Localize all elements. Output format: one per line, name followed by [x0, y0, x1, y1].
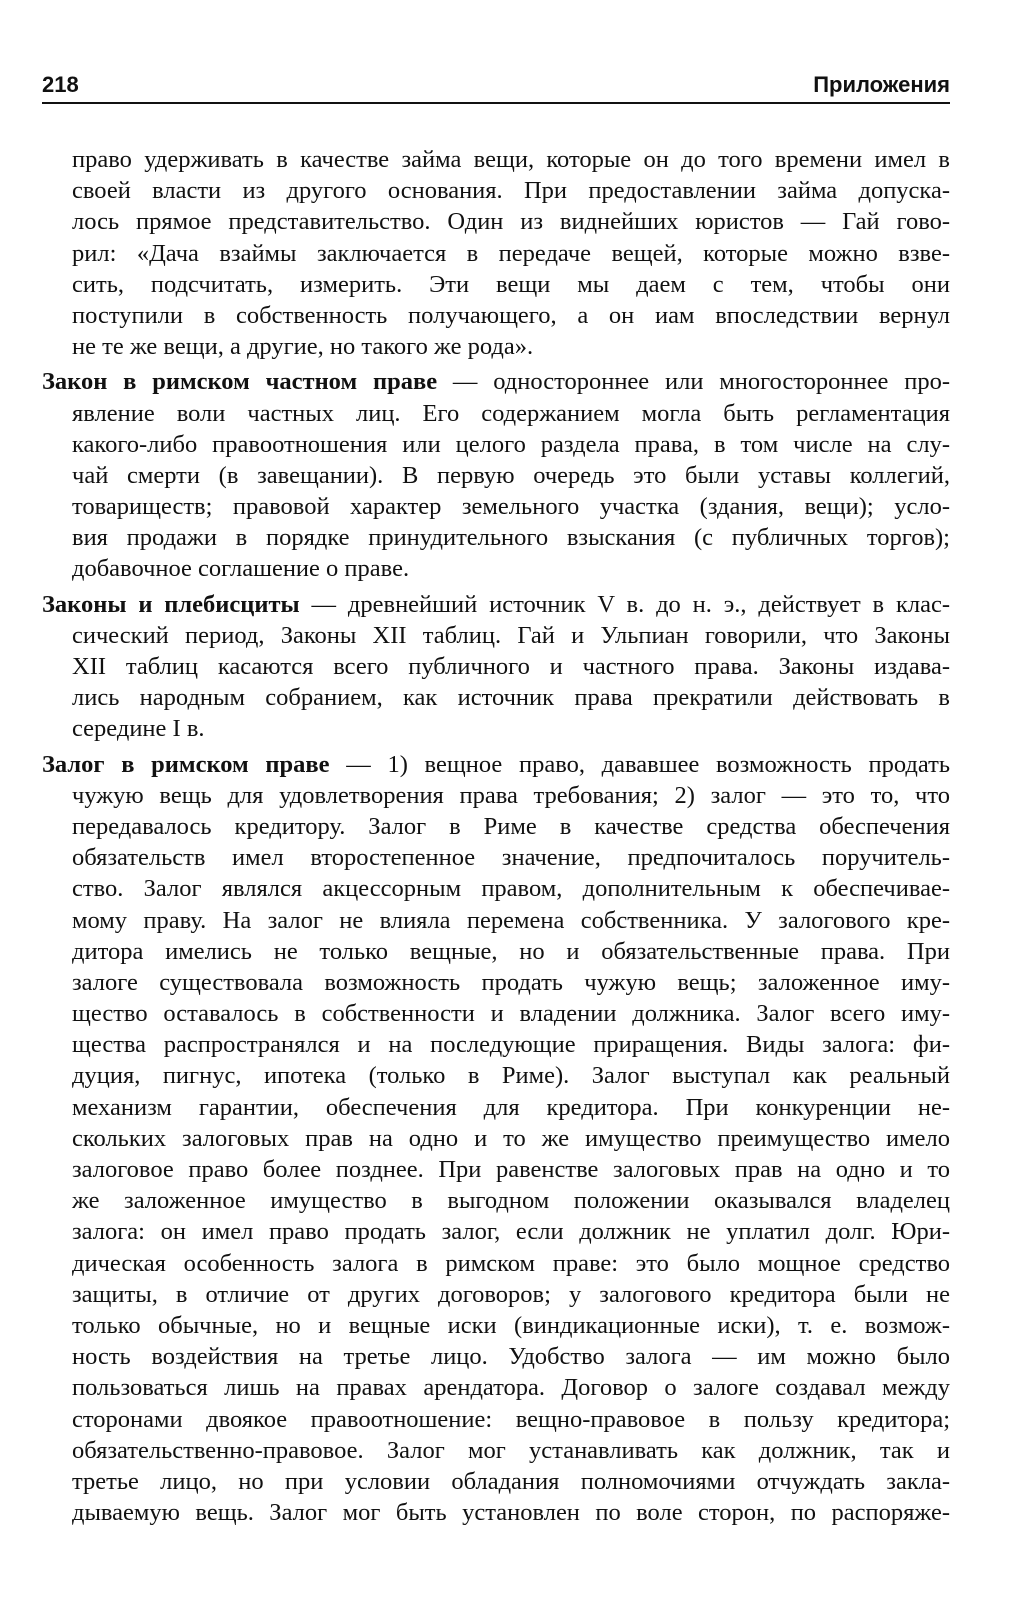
glossary-entry [42, 366, 950, 584]
entry-term: Законы и плебисциты [42, 590, 300, 618]
entry-term: Закон в римском частном праве [42, 368, 438, 396]
text-line: третье лицо, но при условии обладания полномочиями отчуждать закла- [72, 1467, 950, 1495]
text-line: своей власти из другого основания. При предоставлении займа допуска- [72, 177, 950, 205]
text-line: вия продажи в порядке принудительного взыскания (с публичных торгов); [72, 524, 950, 552]
text-line: лось прямое представительство. Один из виднейших юристов — Гай гово- [72, 208, 950, 236]
page-body [42, 144, 950, 1532]
text-line: мому праву. На залог не влияла перемена собственника. У залогового кре- [72, 906, 950, 934]
entry-first-line [42, 589, 950, 620]
text-line: дитора имелись не только вещные, но и обязательственные права. При [72, 937, 950, 965]
text-line: залоговое право более позднее. При равенстве залоговых прав на одно и то [72, 1156, 950, 1183]
text-line: залоге существовала возможность продать чужую вещь; заложенное иму- [72, 968, 950, 996]
glossary-entry [42, 749, 950, 1529]
text-line: защиты, в отличие от других договоров; у залогового кредитора были не [72, 1280, 950, 1308]
text-line: явление воли частных лиц. Его содержанием могла быть регламентация [72, 399, 950, 427]
text-line: какого-либо правоотношения или целого раздела права, в том числе на слу- [72, 430, 950, 458]
text-line: щество оставалось в собственности и владении должника. Залог всего иму- [72, 1000, 950, 1028]
text-line: скольких залоговых прав на одно и то же имущество преимущество имело [72, 1124, 950, 1152]
text-line: залога: он имел право продать залог, если должник не уплатил долг. Юри- [72, 1218, 950, 1246]
text-line: середине I в. [72, 715, 205, 743]
text-line: сический период, Законы XII таблиц. Гай и Ульпиан говорили, что Законы [72, 621, 950, 649]
text-line: XII таблиц касаются всего публичного и частного права. Законы издава- [72, 653, 950, 680]
text-line: механизм гарантии, обеспечения для кредитора. При конкуренции не- [72, 1093, 950, 1121]
text-line: сторонами двоякое правоотношение: вещно-правовое в пользу кредитора; [72, 1405, 950, 1433]
text-line: сить, подсчитать, измерить. Эти вещи мы даем с тем, чтобы они [72, 270, 950, 298]
text-line: дываемую вещь. Залог мог быть установлен по воле сторон, по распоряже- [72, 1499, 950, 1527]
entry-first-line [42, 749, 950, 780]
text-line: обязательственно-правовое. Залог мог устанавливать как должник, так и [72, 1436, 950, 1464]
entry-first-line [42, 366, 950, 397]
text-line: товариществ; правовой характер земельного участка (здания, вещи); усло- [72, 493, 950, 521]
text-line: чай смерти (в завещании). В первую очередь это были уставы коллегий, [72, 461, 950, 489]
text-line: щества распространялся и на последующие приращения. Виды залога: фи- [72, 1031, 950, 1059]
text-line: пользоваться лишь на правах арендатора. Договор о залоге создавал между [72, 1374, 950, 1402]
text-line: поступили в собственность получающего, а он иам впоследствии вернул [72, 301, 950, 329]
entry-definition-start: — 1) вещное право, дававшее возможность продать [329, 750, 950, 778]
entry-definition-start: — одностороннее или многостороннее про- [437, 368, 950, 396]
text-line: передавалось кредитору. Залог в Риме в качестве средства обеспечения [72, 812, 950, 840]
continued-paragraph [42, 144, 950, 362]
text-line: дическая особенность залога в римском праве: это было мощное средство [72, 1249, 950, 1277]
page-header [42, 72, 950, 104]
text-line: дуция, пигнус, ипотека (только в Риме). Залог выступал как реальный [72, 1062, 950, 1090]
running-head: Приложения [813, 72, 950, 97]
text-line: лись народным собранием, как источник права прекратили действовать в [72, 684, 950, 712]
text-line: только обычные, но и вещные иски (виндикационные иски), т. е. возмож- [72, 1311, 950, 1339]
glossary-entry [42, 589, 950, 745]
text-line: обязательств имел второстепенное значение, предпочиталось поручитель- [72, 844, 950, 872]
text-line: ность воздействия на третье лицо. Удобство залога — им можно было [72, 1343, 950, 1371]
glossary-entries [42, 366, 950, 1528]
text-line: не те же вещи, а другие, но такого же рода». [72, 333, 534, 361]
text-line: чужую вещь для удовлетворения права требования; 2) залог — это то, что [72, 781, 950, 809]
entry-term: Залог в римском праве [42, 750, 330, 778]
text-line: добавочное соглашение о праве. [72, 555, 410, 583]
text-line: право удерживать в качестве займа вещи, которые он до того времени имел в [72, 146, 950, 173]
entry-definition-start: — древнейший источник V в. до н. э., действует в клас- [299, 590, 950, 618]
text-line: же заложенное имущество в выгодном положении оказывался владелец [72, 1187, 950, 1215]
text-line: рил: «Дача взаймы заключается в передаче вещей, которые можно взве- [72, 239, 950, 267]
text-line: ство. Залог являлся акцессорным правом, дополнительным к обеспечивае- [72, 875, 950, 903]
page-number: 218 [42, 72, 79, 97]
